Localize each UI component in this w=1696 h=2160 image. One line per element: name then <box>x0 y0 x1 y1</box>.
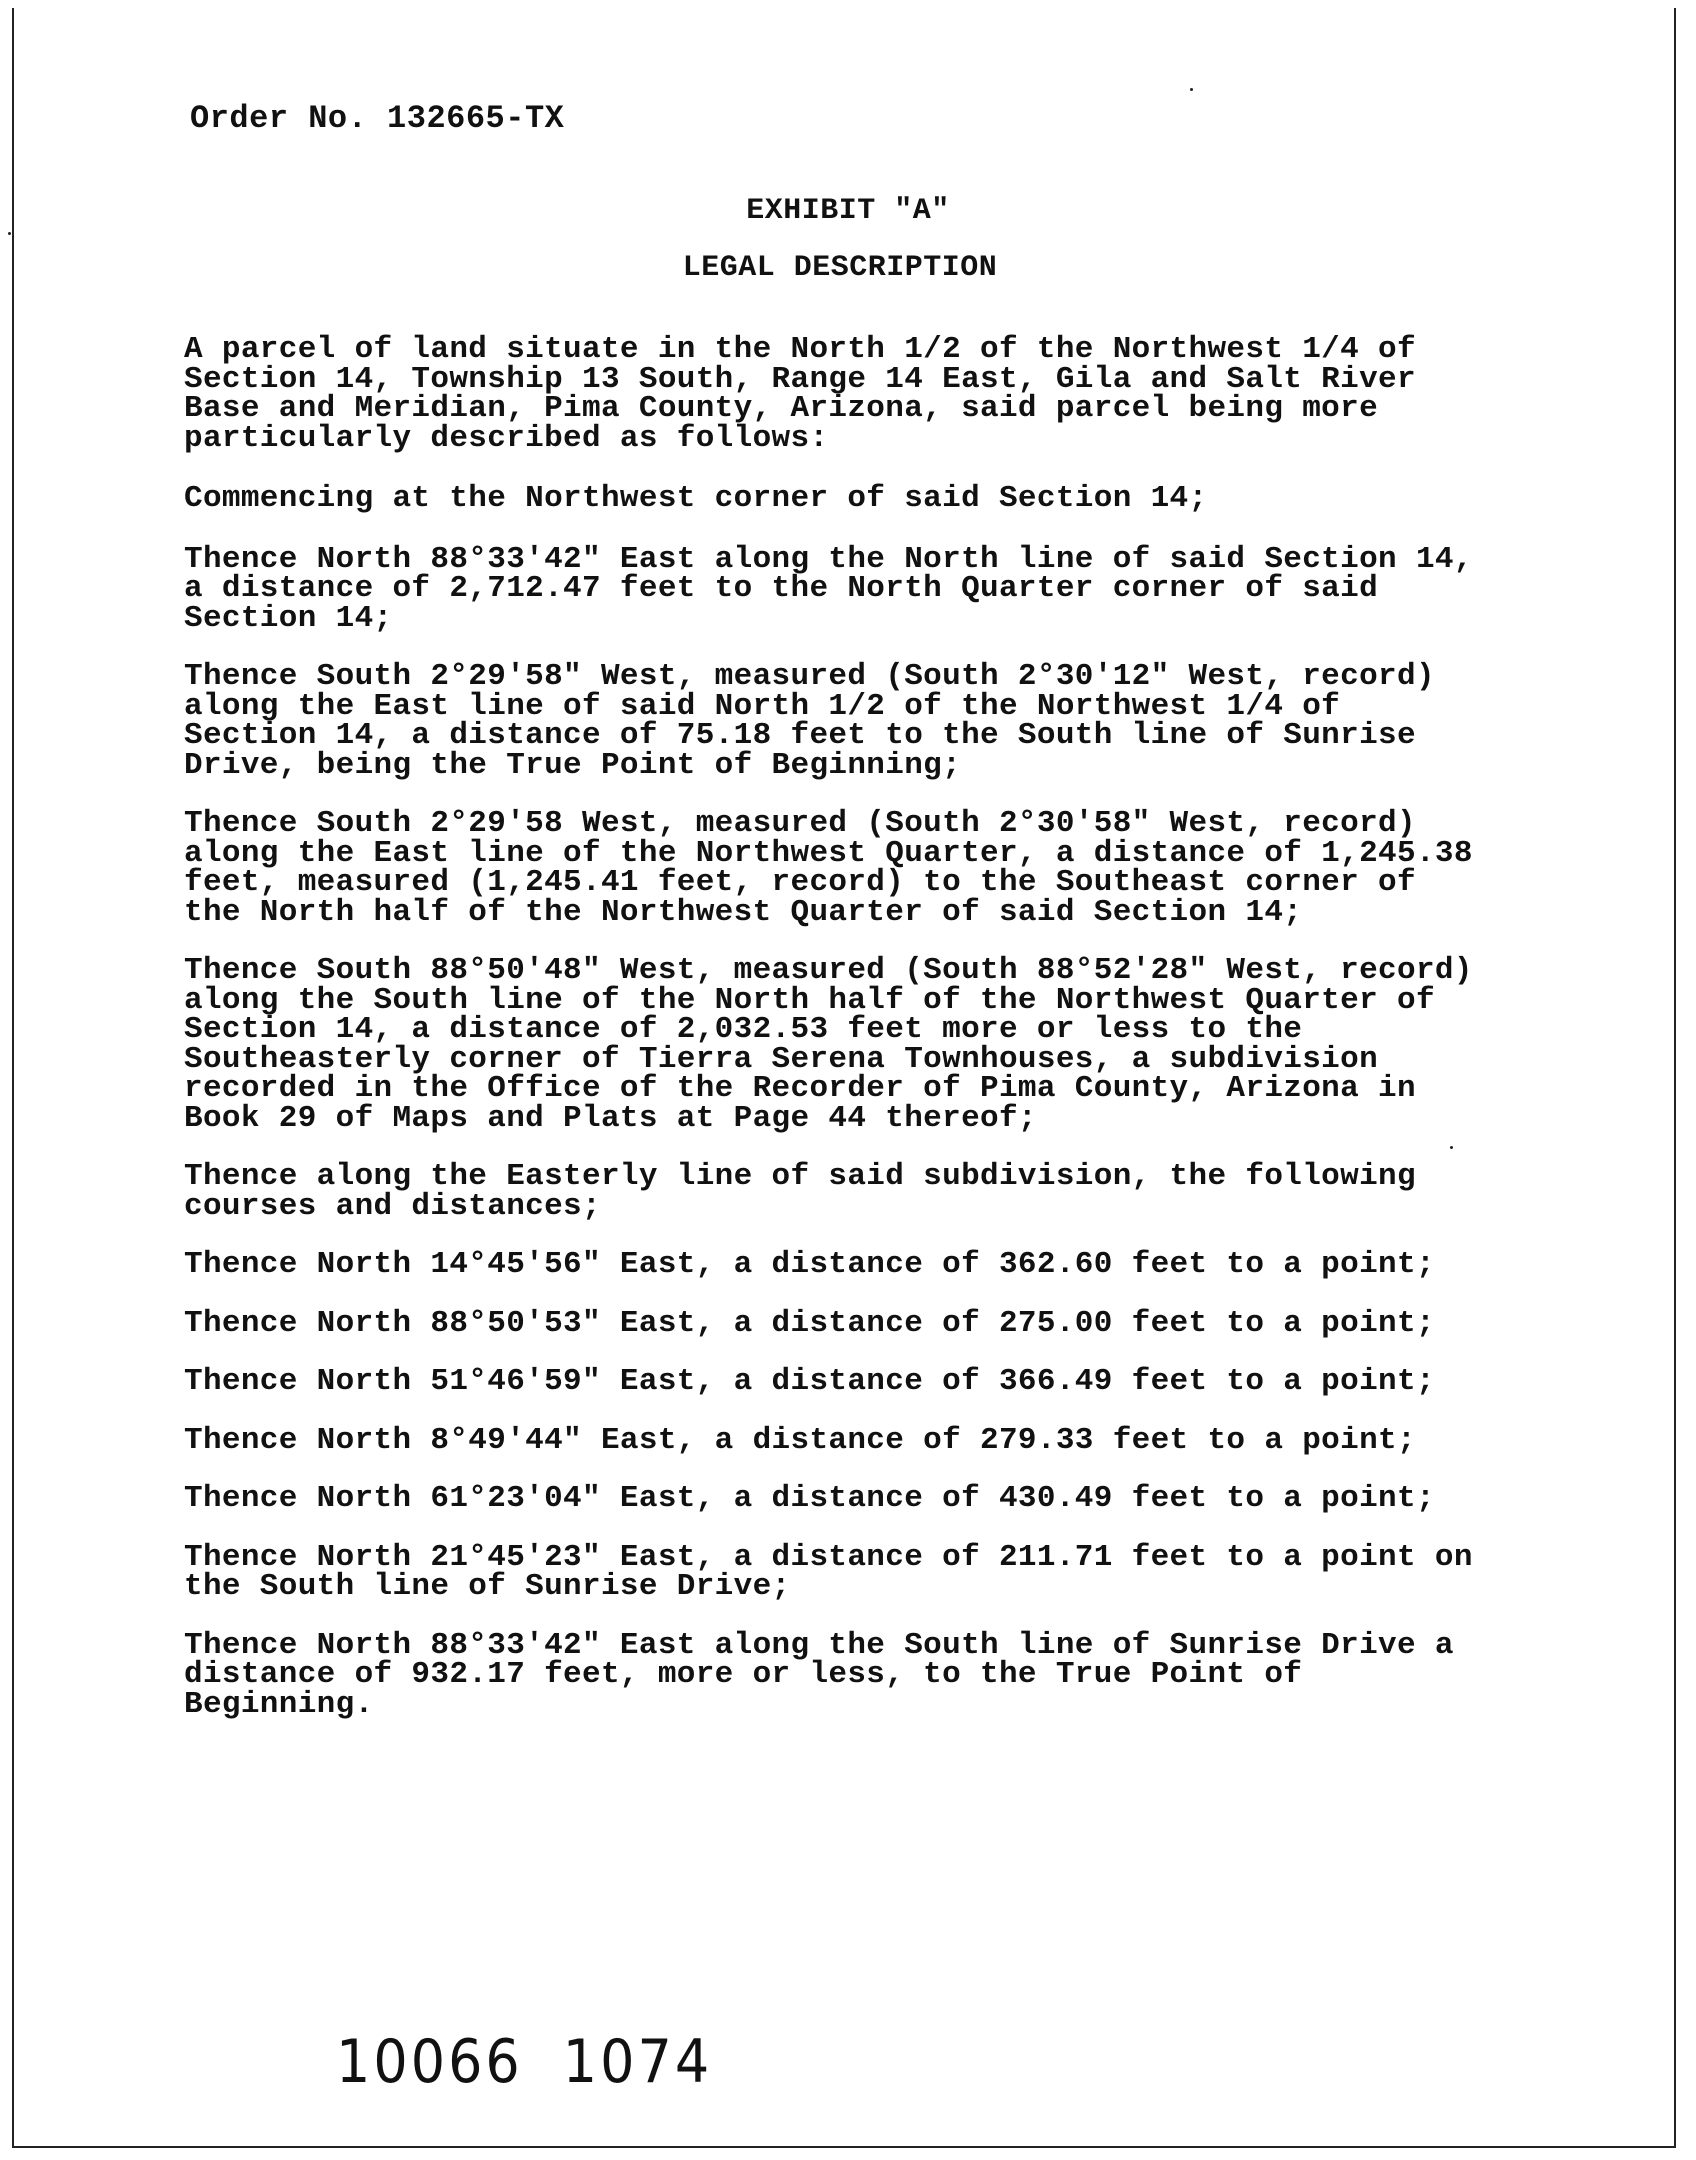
paragraph-course: Thence North 88°50'53" East, a distance of 275.00 feet to a point; <box>184 1305 1435 1341</box>
paragraph-course: Thence North 21°45'23" East, a distance of 211.71 feet to a point on the South line of Sunrise Drive; <box>184 1539 1473 1604</box>
paragraph-course: Thence South 88°50'48" West, measured (South 88°52'28" West, record) along the South line of the North half of the Northwest Quarter of Section 14, a distance of 2,032.53 feet more or less to the Southeasterly corner of Tierra Serena Townhouses, a subdivision recorded in the Office of the Recorder of Pima County, Arizona in Book 29 of Maps and Plats at Page 44 thereof; <box>184 953 1473 1136</box>
section-title: LEGAL DESCRIPTION <box>682 251 998 285</box>
paragraph-course: Thence along the Easterly line of said subdivision, the following courses and distances; <box>184 1159 1416 1224</box>
paragraph-course: Thence North 88°33'42" East along the North line of said Section 14, a distance of 2,712.47 feet to the North Quarter corner of said Section 14; <box>184 541 1473 636</box>
exhibit-title: EXHIBIT "A" <box>746 194 950 228</box>
page-number: 1074 <box>562 2026 713 2097</box>
legal-description-body <box>184 332 1474 1748</box>
handwritten-recording-numbers <box>336 2027 712 2096</box>
order-number: Order No. 132665-TX <box>190 100 565 137</box>
paragraph-course: Thence North 8°49'44" East, a distance of 279.33 feet to a point; <box>184 1422 1416 1458</box>
scan-speck <box>1190 88 1193 91</box>
paragraph-course: Thence North 51°46'59" East, a distance of 366.49 feet to a point; <box>184 1364 1435 1399</box>
paragraph-closing: Thence North 88°33'42" East along the South line of Sunrise Drive a distance of 932.17 feet, more or less, to the True Point of Beginning. <box>184 1627 1454 1722</box>
paragraph-commencing: Commencing at the Northwest corner of said Section 14; <box>184 481 1208 516</box>
book-number: 10066 <box>336 2026 523 2097</box>
paragraph-course: Thence North 61°23'04" East, a distance of 430.49 feet to a point; <box>184 1481 1435 1516</box>
paragraph-course: Thence North 14°45'56" East, a distance of 362.60 feet to a point; <box>184 1247 1435 1282</box>
paragraph-intro: A parcel of land situate in the North 1/2 of the Northwest 1/4 of Section 14, Township 13 South, Range 14 East, Gila and Salt River Base and Meridian, Pima County, Arizona, said parcel being more particularly described as follows: <box>184 332 1416 456</box>
scan-speck <box>8 232 11 235</box>
paragraph-course: Thence South 2°29'58 West, measured (South 2°30'58" West, record) along the East line of the Northwest Quarter, a distance of 1,245.38 feet, measured (1,245.41 feet, record) to the Southeast corner of the North half of the Northwest Quarter of said Section 14; <box>184 806 1473 930</box>
paragraph-course: Thence South 2°29'58" West, measured (South 2°30'12" West, record) along the East line of said North 1/2 of the Northwest 1/4 of Section 14, a distance of 75.18 feet to the South line of Sunrise Drive, being the True Point of Beginning; <box>184 659 1435 783</box>
